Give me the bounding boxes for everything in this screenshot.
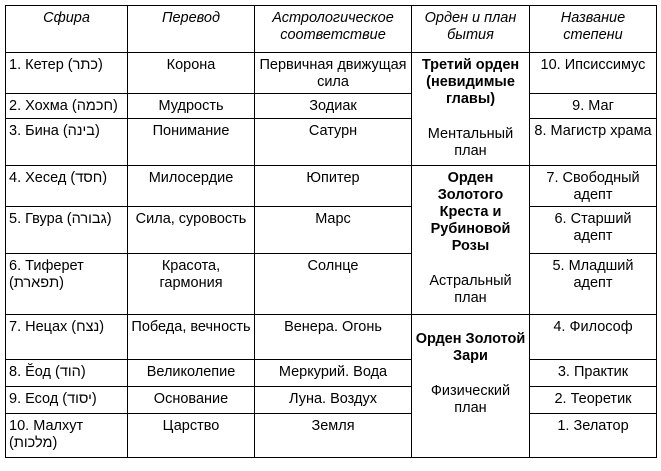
header-row [6,6,657,53]
table-row [6,94,657,119]
sephira-cell: 4. Хесед (חסד) [6,166,128,207]
table-row [6,53,657,94]
astro-cell: Сатурн [255,119,412,166]
order-cell-rose-cross [412,166,530,315]
sephira-number: 7. [9,319,22,335]
sephira-number: 8. [9,364,22,380]
sephira-cell: 9. Есод (יסוד) [6,387,128,414]
sephira-number: 5. [9,211,22,227]
sephira-cell: 10. Малхут (מלכות) [6,414,128,458]
spacer [415,365,526,383]
grade-cell: 1. Зелатор [530,414,657,458]
translation-cell: Понимание [128,119,255,166]
order-plane: Физический план [430,383,511,416]
sephira-number: 3. [9,123,22,139]
translation-cell: Царство [128,414,255,458]
spacer [415,255,526,273]
sephira-name: Хесед [25,170,67,186]
grade-cell: 7. Свободный адепт [530,166,657,207]
order-cell-golden-dawn [412,315,530,458]
sephira-hebrew: בינה [67,123,95,139]
grade-cell: 8. Магистр храма [530,119,657,166]
table-header [6,6,657,53]
table-row [6,254,657,315]
sephira-name: Кетер [25,57,64,73]
grade-cell: 2. Теоретик [530,387,657,414]
order-cell-third [412,53,530,166]
sephira-number: 10. [9,418,30,434]
table-row [6,166,657,207]
table-row [6,360,657,387]
sephira-number: 1. [9,57,22,73]
sephira-name: Нецах [25,319,68,335]
sephira-cell: 6. Тиферет (תפארת) [6,254,128,315]
astro-cell: Зодиак [255,94,412,119]
header-sephira: Сфира [6,6,128,53]
sephira-hebrew: תפארת [13,275,60,291]
header-order: Орден и план бытия [412,6,530,53]
sephira-number: 6. [9,258,22,274]
grade-cell: 10. Ипсиссимус [530,53,657,94]
translation-cell: Сила, суровость [128,207,255,254]
sephira-cell: 8. Ӗод (הוד) [6,360,128,387]
sephira-cell: 1. Кетер (כתר) [6,53,128,94]
sephira-hebrew: נצח [76,319,100,335]
sephirot-table [5,5,657,458]
astro-cell: Юпитер [255,166,412,207]
astro-cell: Меркурий. Вода [255,360,412,387]
astro-cell: Венера. Огонь [255,315,412,360]
table-row [6,387,657,414]
order-title: Орден Золотого Креста и Рубиновой Розы [430,170,511,254]
order-title: Третий орден (невидимые главы) [421,57,520,107]
header-grade: Название степени [530,6,657,53]
sephira-cell: 2. Хохма (חכמה) [6,94,128,119]
astro-cell: Марс [255,207,412,254]
sephira-cell: 5. Гвура (גבורה) [6,207,128,254]
sephira-hebrew: גבורה [71,211,107,227]
sephira-number: 2. [9,98,22,114]
table-body [6,53,657,458]
grade-cell: 9. Маг [530,94,657,119]
translation-cell: Победа, вечность [128,315,255,360]
grade-cell: 5. Младший адепт [530,254,657,315]
translation-cell: Милосердие [128,166,255,207]
order-plane: Ментальный план [427,126,514,159]
sephira-number: 4. [9,170,22,186]
sephira-name: Ӗод [25,364,52,380]
translation-cell: Мудрость [128,94,255,119]
sephira-hebrew: מלכות [13,435,53,451]
sephira-name: Есод [25,391,59,407]
sephira-hebrew: הוד [59,364,81,380]
grade-cell: 4. Философ [530,315,657,360]
astro-cell: Первичная движущая сила [255,53,412,94]
sephira-cell: 7. Нецах (נצח) [6,315,128,360]
sephira-name: Бина [25,123,59,139]
order-title: Орден Золотой Зари [415,331,526,364]
sephira-cell: 3. Бина (בינה) [6,119,128,166]
sephira-hebrew: חסד [75,170,103,186]
order-plane: Астральный план [429,273,512,306]
sephira-name: Хохма [25,98,68,114]
table-row [6,207,657,254]
sephira-number: 9. [9,391,22,407]
header-translation: Перевод [128,6,255,53]
translation-cell: Основание [128,387,255,414]
sephira-hebrew: חכמה [76,98,113,114]
astro-cell: Луна. Воздух [255,387,412,414]
spacer [415,319,526,331]
translation-cell: Красота, гармония [128,254,255,315]
astro-cell: Земля [255,414,412,458]
table-row [6,414,657,458]
sephira-hebrew: יסוד [67,391,92,407]
header-astro: Астрологическое соответствие [255,6,412,53]
translation-cell: Великолепие [128,360,255,387]
sephira-name: Тиферет [25,258,84,274]
sephira-name: Гвура [25,211,63,227]
sephira-name: Малхут [33,418,84,434]
grade-cell: 6. Старший адепт [530,207,657,254]
table-row [6,315,657,360]
table-row [6,119,657,166]
grade-cell: 3. Практик [530,360,657,387]
translation-cell: Корона [128,53,255,94]
sephira-hebrew: כתר [72,57,98,73]
spacer [415,108,526,126]
astro-cell: Солнце [255,254,412,315]
